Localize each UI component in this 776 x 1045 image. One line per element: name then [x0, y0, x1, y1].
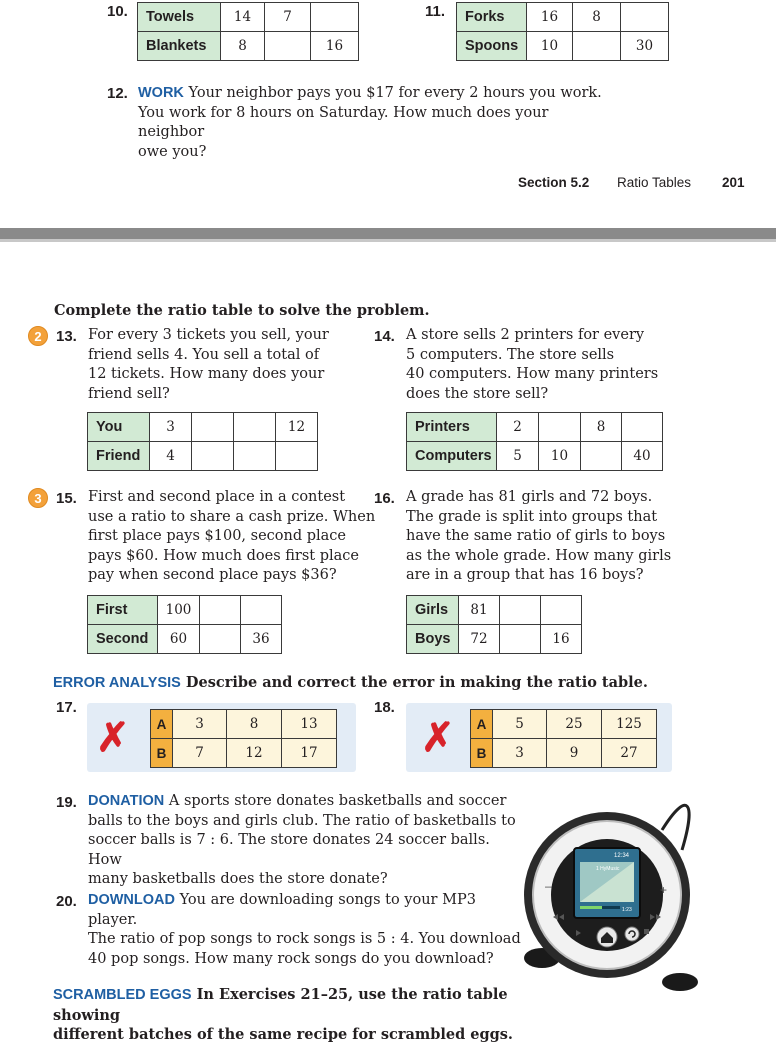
page-divider-shadow — [0, 239, 776, 242]
table-cell: Friend — [88, 442, 150, 471]
table-cell: 9 — [547, 739, 602, 768]
scrambled-line: In Exercises 21–25, use the ratio table showing — [53, 986, 508, 1024]
footer-section: Section 5.2 — [518, 175, 590, 190]
table-cell: 27 — [602, 739, 657, 768]
ex17-number: 17. — [56, 699, 77, 716]
ex16-line: have the same ratio of girls to boys — [406, 528, 666, 544]
stop-icon — [644, 929, 649, 934]
table-cell: 3 — [150, 413, 192, 442]
error-x-icon: ✗ — [96, 716, 130, 760]
progress-fill — [580, 906, 602, 909]
table-cell: 4 — [150, 442, 192, 471]
ex20-line: The ratio of pop songs to rock songs is 5 : 4. You download — [88, 931, 521, 947]
table-cell: Girls — [407, 596, 459, 625]
table-cell: 16 — [311, 32, 359, 61]
table-cell: 72 — [459, 625, 500, 654]
ex20-text — [88, 891, 528, 969]
ex13-table — [87, 412, 318, 471]
footer-title: Ratio Tables — [617, 175, 692, 190]
table-cell: 100 — [158, 596, 200, 625]
earbud — [662, 973, 698, 991]
ex15-line: use a ratio to share a cash prize. When — [88, 508, 376, 525]
table-cell: 16 — [527, 3, 573, 32]
ex12-text — [138, 84, 618, 162]
ex15-text — [88, 488, 378, 586]
difficulty-badge: 3 — [28, 488, 48, 508]
ex20-line: You are downloading songs to your MP3 player. — [88, 892, 476, 928]
table-cell: 60 — [158, 625, 200, 654]
ex15-line: first place pays $100, second place — [88, 528, 347, 544]
ex20-number: 20. — [56, 893, 77, 910]
table-cell — [200, 596, 241, 625]
table-cell: 14 — [221, 3, 265, 32]
ex20-label: DOWNLOAD — [88, 892, 175, 908]
table-cell: 30 — [621, 32, 669, 61]
table-cell — [581, 442, 622, 471]
ex11-number: 11. — [425, 3, 446, 20]
table-cell: Boys — [407, 625, 459, 654]
table-cell: Computers — [407, 442, 497, 471]
error-analysis-label: ERROR ANALYSIS — [53, 675, 181, 691]
table-cell: 8 — [581, 413, 622, 442]
ex16-text — [406, 488, 686, 586]
table-cell — [500, 596, 541, 625]
ex12-number: 12. — [107, 85, 128, 102]
table-cell — [200, 625, 241, 654]
table-cell: 8 — [227, 710, 282, 739]
table-cell: 7 — [265, 3, 311, 32]
table-cell: 3 — [493, 739, 547, 768]
ex18-table — [470, 709, 657, 768]
player-track: 1 HyMusic — [596, 866, 620, 872]
ex15-line: pays $60. How much does first place — [88, 547, 360, 564]
ex13-line: 12 tickets. How many does your — [88, 366, 325, 382]
ex19-line: soccer balls is 7 : 6. The store donates 24 soccer balls. How — [88, 832, 490, 868]
error-analysis-text: Describe and correct the error in making the ratio table. — [185, 674, 648, 691]
table-cell: 2 — [497, 413, 539, 442]
ex19-line: A sports store donates basketballs and soccer — [168, 793, 507, 809]
ex15-table — [87, 595, 282, 654]
table-cell: Second — [88, 625, 158, 654]
ex15-number: 15. — [56, 490, 77, 507]
ex14-text — [406, 326, 676, 404]
back-button — [625, 927, 639, 941]
scrambled-label: SCRAMBLED EGGS — [53, 987, 192, 1003]
ex15-line: First and second place in a contest — [88, 489, 346, 505]
table-cell: Spoons — [457, 32, 527, 61]
table-cell: You — [88, 413, 150, 442]
ex19-line: many basketballs does the store donate? — [88, 871, 388, 887]
table-cell: 7 — [173, 739, 227, 768]
ex14-table — [406, 412, 663, 471]
table-cell — [234, 413, 276, 442]
table-cell: Printers — [407, 413, 497, 442]
table-cell: Towels — [138, 3, 221, 32]
ex19-line: balls to the boys and girls club. The ratio of basketballs to — [88, 812, 516, 829]
ex11-table — [456, 2, 669, 61]
page-number: 201 — [722, 175, 745, 190]
table-cell — [500, 625, 541, 654]
table-cell — [622, 413, 663, 442]
scrambled-eggs-heading — [53, 985, 533, 1045]
table-cell — [621, 3, 669, 32]
ex12-line: owe you? — [138, 143, 207, 160]
ex13-line: friend sells 4. You sell a total of — [88, 346, 320, 363]
table-cell: 17 — [282, 739, 337, 768]
ex14-line: 5 computers. The store sells — [406, 346, 615, 363]
table-cell: 10 — [539, 442, 581, 471]
volume-plus-icon: + — [660, 883, 668, 897]
ex16-line: A grade has 81 girls and 72 boys. — [406, 489, 653, 505]
table-cell — [192, 442, 234, 471]
table-cell — [241, 596, 282, 625]
table-cell — [541, 596, 582, 625]
ex16-table — [406, 595, 582, 654]
table-cell — [276, 442, 318, 471]
table-cell: A — [471, 710, 493, 739]
table-cell: Blankets — [138, 32, 221, 61]
ex16-number: 16. — [374, 490, 395, 507]
table-cell: 13 — [282, 710, 337, 739]
table-cell: 25 — [547, 710, 602, 739]
table-cell: 8 — [221, 32, 265, 61]
table-cell — [234, 442, 276, 471]
ex16-line: as the whole grade. How many girls — [406, 547, 672, 564]
table-cell — [539, 413, 581, 442]
player-elapsed: 1:23 — [622, 907, 632, 913]
error-analysis-heading — [53, 674, 648, 691]
error-x-icon: ✗ — [421, 716, 455, 760]
instructions: Complete the ratio table to solve the problem. — [54, 302, 430, 319]
table-cell: B — [151, 739, 173, 768]
table-cell: 5 — [493, 710, 547, 739]
table-cell — [192, 413, 234, 442]
ex16-line: The grade is split into groups that — [406, 508, 658, 525]
ex15-line: pay when second place pays $36? — [88, 567, 337, 583]
table-cell — [311, 3, 359, 32]
ex10-number: 10. — [107, 3, 128, 20]
table-cell — [265, 32, 311, 61]
table-cell: Forks — [457, 3, 527, 32]
table-cell: B — [471, 739, 493, 768]
ex13-number: 13. — [56, 328, 77, 345]
ex13-line: friend sell? — [88, 385, 170, 402]
table-cell: 8 — [573, 3, 621, 32]
ex18-number: 18. — [374, 699, 395, 716]
ex19-text — [88, 792, 528, 890]
ex13-text — [88, 326, 348, 404]
difficulty-badge: 2 — [28, 326, 48, 346]
table-cell: 3 — [173, 710, 227, 739]
ex12-line: Your neighbor pays you $17 for every 2 hours you work. — [188, 85, 602, 101]
table-cell — [573, 32, 621, 61]
page-divider — [0, 228, 776, 239]
table-cell: 16 — [541, 625, 582, 654]
table-cell: 36 — [241, 625, 282, 654]
table-cell: 12 — [276, 413, 318, 442]
ex14-line: A store sells 2 printers for every — [406, 327, 645, 343]
mp3-player-illustration — [512, 790, 702, 1000]
ex13-line: For every 3 tickets you sell, your — [88, 327, 329, 343]
table-cell: A — [151, 710, 173, 739]
table-cell: 5 — [497, 442, 539, 471]
ex16-line: are in a group that has 16 boys? — [406, 567, 644, 583]
ex14-number: 14. — [374, 328, 395, 345]
ex20-line: 40 pop songs. How many rock songs do you download? — [88, 950, 494, 967]
player-time: 12:34 — [614, 853, 630, 859]
table-cell: 81 — [459, 596, 500, 625]
ex12-line: You work for 8 hours on Saturday. How much does your neighbor — [138, 104, 549, 140]
ex14-line: does the store sell? — [406, 385, 549, 402]
ex14-line: 40 computers. How many printers — [406, 366, 659, 382]
table-cell: 10 — [527, 32, 573, 61]
ex19-label: DONATION — [88, 793, 165, 809]
volume-minus-icon: – — [545, 879, 552, 893]
table-cell: 125 — [602, 710, 657, 739]
scrambled-line: different batches of the same recipe for scrambled eggs. — [53, 1026, 513, 1043]
ex19-number: 19. — [56, 794, 77, 811]
ex12-label: WORK — [138, 85, 184, 101]
ex17-table — [150, 709, 337, 768]
table-cell: First — [88, 596, 158, 625]
ex10-table — [137, 2, 359, 61]
table-cell: 12 — [227, 739, 282, 768]
table-cell: 40 — [622, 442, 663, 471]
